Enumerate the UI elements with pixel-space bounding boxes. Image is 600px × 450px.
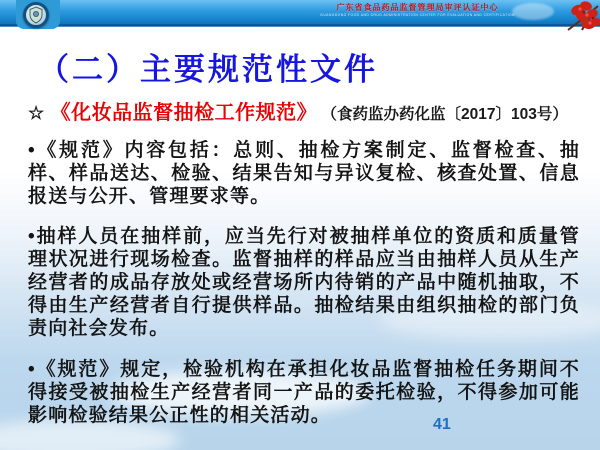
content-paragraph: •抽样人员在抽样前，应当先行对被抽样单位的资质和质量管理状况进行现场检查。监督抽样的样品应当由抽样人员从生产经营者的成品存放处或经营场所内待销的产品中随机抽取，不得由生产经营者自行提供样品。抽检结果由组织抽检的部门负责向社会发布。 bbox=[28, 226, 580, 339]
org-name-english: GUANGDONG FOOD AND DRUG ADMINISTRATION CENTER FOR EVALUATION AND CERTIFICATION bbox=[320, 12, 515, 17]
org-title-block bbox=[303, 4, 532, 17]
page-number: 41 bbox=[433, 416, 451, 433]
regulation-name: 《化妆品监督抽检工作规范》 bbox=[50, 102, 318, 124]
org-name: 广东省食品药品监督管理局审评认证中心 bbox=[336, 3, 499, 12]
content-paragraph: •《规范》内容包括：总则、抽检方案制定、监督检查、抽样、样品送达、检验、结果告知与异议复检、核查处置、信息报送与公开、管理要求等。 bbox=[28, 140, 580, 207]
shield-crest-icon bbox=[28, 6, 44, 24]
org-emblem-logo-icon bbox=[23, 2, 49, 28]
content-paragraph: •《规范》规定，检验机构在承担化妆品监督抽检任务期间不得接受被抽检生产经营者同一产品的委托检验，不得参加可能影响检验结果公正性的相关活动。 bbox=[28, 359, 580, 426]
flower-decoration-icon bbox=[538, 0, 600, 32]
header-divider bbox=[0, 24, 600, 27]
subtitle-line bbox=[28, 96, 568, 125]
slide-title: （二）主要规范性文件 bbox=[38, 52, 378, 87]
doc-number: （食药监办药化监〔2017〕103号） bbox=[321, 106, 568, 123]
star-icon: ☆ bbox=[28, 103, 45, 123]
